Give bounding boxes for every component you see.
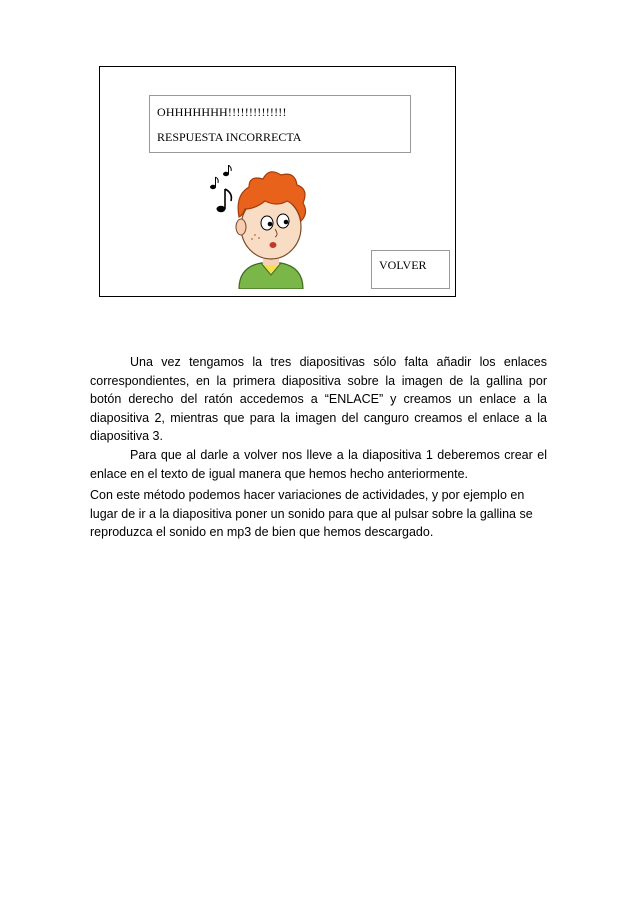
exclamation-text: OHHHHHHH!!!!!!!!!!!!!! [157, 105, 287, 119]
back-button[interactable] [371, 250, 450, 289]
message-box [149, 95, 411, 153]
paragraph-back-link: Para que al darle a volver nos lleve a la diapositiva 1 deberemos crear el enlace en el texto de igual manera que hemos hecho anteriormente. [90, 448, 547, 481]
cartoon-boy-whistling-icon [205, 165, 333, 289]
slide-preview [99, 66, 456, 297]
incorrect-answer-text: RESPUESTA INCORRECTA [157, 130, 302, 144]
paragraph-links-instructions: Una vez tengamos la tres diapositivas sólo falta añadir los enlaces correspondientes, en la primera diapositiva sobre la imagen de la gallina por botón derecho del ratón accedemos a “ENLACE” y creamos un enlace a la diapositiva 2, mientras que para la imagen del canguro creamos el enlace a la diapositiva 3. [90, 355, 547, 444]
paragraph-variations: Con este método podemos hacer variaciones de actividades, y por ejemplo en lugar de ir a la diapositiva poner un sonido para que al pulsar sobre la gallina se reproduzca el sonido en mp3 de bien que hemos descargado. [90, 488, 533, 540]
back-button-label: VOLVER [379, 258, 427, 272]
